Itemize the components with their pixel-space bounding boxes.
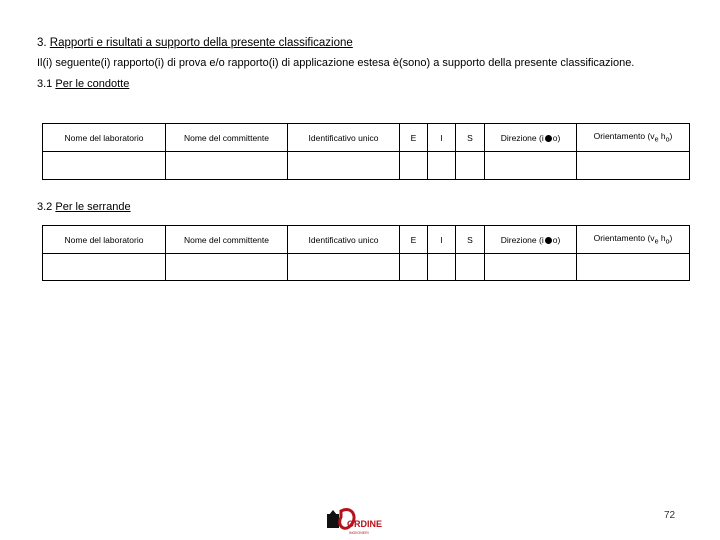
section-intro: Il(i) seguente(i) rapporto(i) di prova e/o rapporto(i) di applicazione estesa è(sono) a supporto della presente classificazione. [37, 57, 635, 69]
section-number: 3. [37, 37, 47, 49]
col-client-header: Nome del committente [166, 124, 288, 152]
table-row [43, 152, 690, 180]
cell-e[interactable] [400, 152, 428, 180]
ducts-table [42, 123, 690, 180]
cell-direction[interactable] [485, 152, 577, 180]
dampers-table [42, 225, 690, 281]
subsection-number: 3.1 [37, 78, 53, 90]
section-title [37, 37, 353, 49]
subsection-ducts-heading [37, 78, 129, 90]
cell-lab[interactable] [43, 152, 166, 180]
cell-s[interactable] [456, 254, 485, 281]
col-e-header: E [400, 124, 428, 152]
svg-text:ORDINE: ORDINE [347, 519, 383, 529]
section-title-text: Rapporti e risultati a supporto della presente classificazione [49, 37, 353, 49]
col-id-header: Identificativo unico [288, 226, 400, 254]
col-i-header: I [428, 124, 456, 152]
svg-text:INGEGNERI: INGEGNERI [349, 531, 369, 535]
cell-direction[interactable] [485, 254, 577, 281]
col-orientation-header: Orientamento ($v_e$ $h_o$) [577, 226, 690, 254]
col-i-header: I [428, 226, 456, 254]
cell-e[interactable] [400, 254, 428, 281]
cell-id[interactable] [288, 254, 400, 281]
cell-orientation[interactable] [577, 152, 690, 180]
cell-client[interactable] [166, 152, 288, 180]
arrow-symbol-icon [545, 237, 552, 244]
subsection-dampers-heading [37, 201, 131, 213]
cell-s[interactable] [456, 152, 485, 180]
col-id-header: Identificativo unico [288, 124, 400, 152]
arrow-symbol-icon [545, 135, 552, 142]
subsection-title: Per le serrande [55, 201, 131, 213]
col-client-header: Nome del committente [166, 226, 288, 254]
subsection-number: 3.2 [37, 201, 53, 213]
col-e-header: E [400, 226, 428, 254]
col-lab-header: Nome del laboratorio [43, 124, 166, 152]
cell-lab[interactable] [43, 254, 166, 281]
col-s-header: S [456, 124, 485, 152]
cell-orientation[interactable] [577, 254, 690, 281]
ordine-ingegneri-logo [325, 497, 387, 537]
cell-id[interactable] [288, 152, 400, 180]
table-row [43, 254, 690, 281]
table-header-row [43, 226, 690, 254]
cell-i[interactable] [428, 254, 456, 281]
col-direction-header: Direzione (i o) [485, 226, 577, 254]
col-direction-header: Direzione (i o) [485, 124, 577, 152]
col-orientation-header: Orientamento ($v_e$ $h_o$) [577, 124, 690, 152]
table-header-row [43, 124, 690, 152]
cell-i[interactable] [428, 152, 456, 180]
cell-client[interactable] [166, 254, 288, 281]
page-number: 72 [664, 510, 676, 521]
col-s-header: S [456, 226, 485, 254]
col-lab-header: Nome del laboratorio [43, 226, 166, 254]
subsection-title: Per le condotte [55, 78, 130, 90]
